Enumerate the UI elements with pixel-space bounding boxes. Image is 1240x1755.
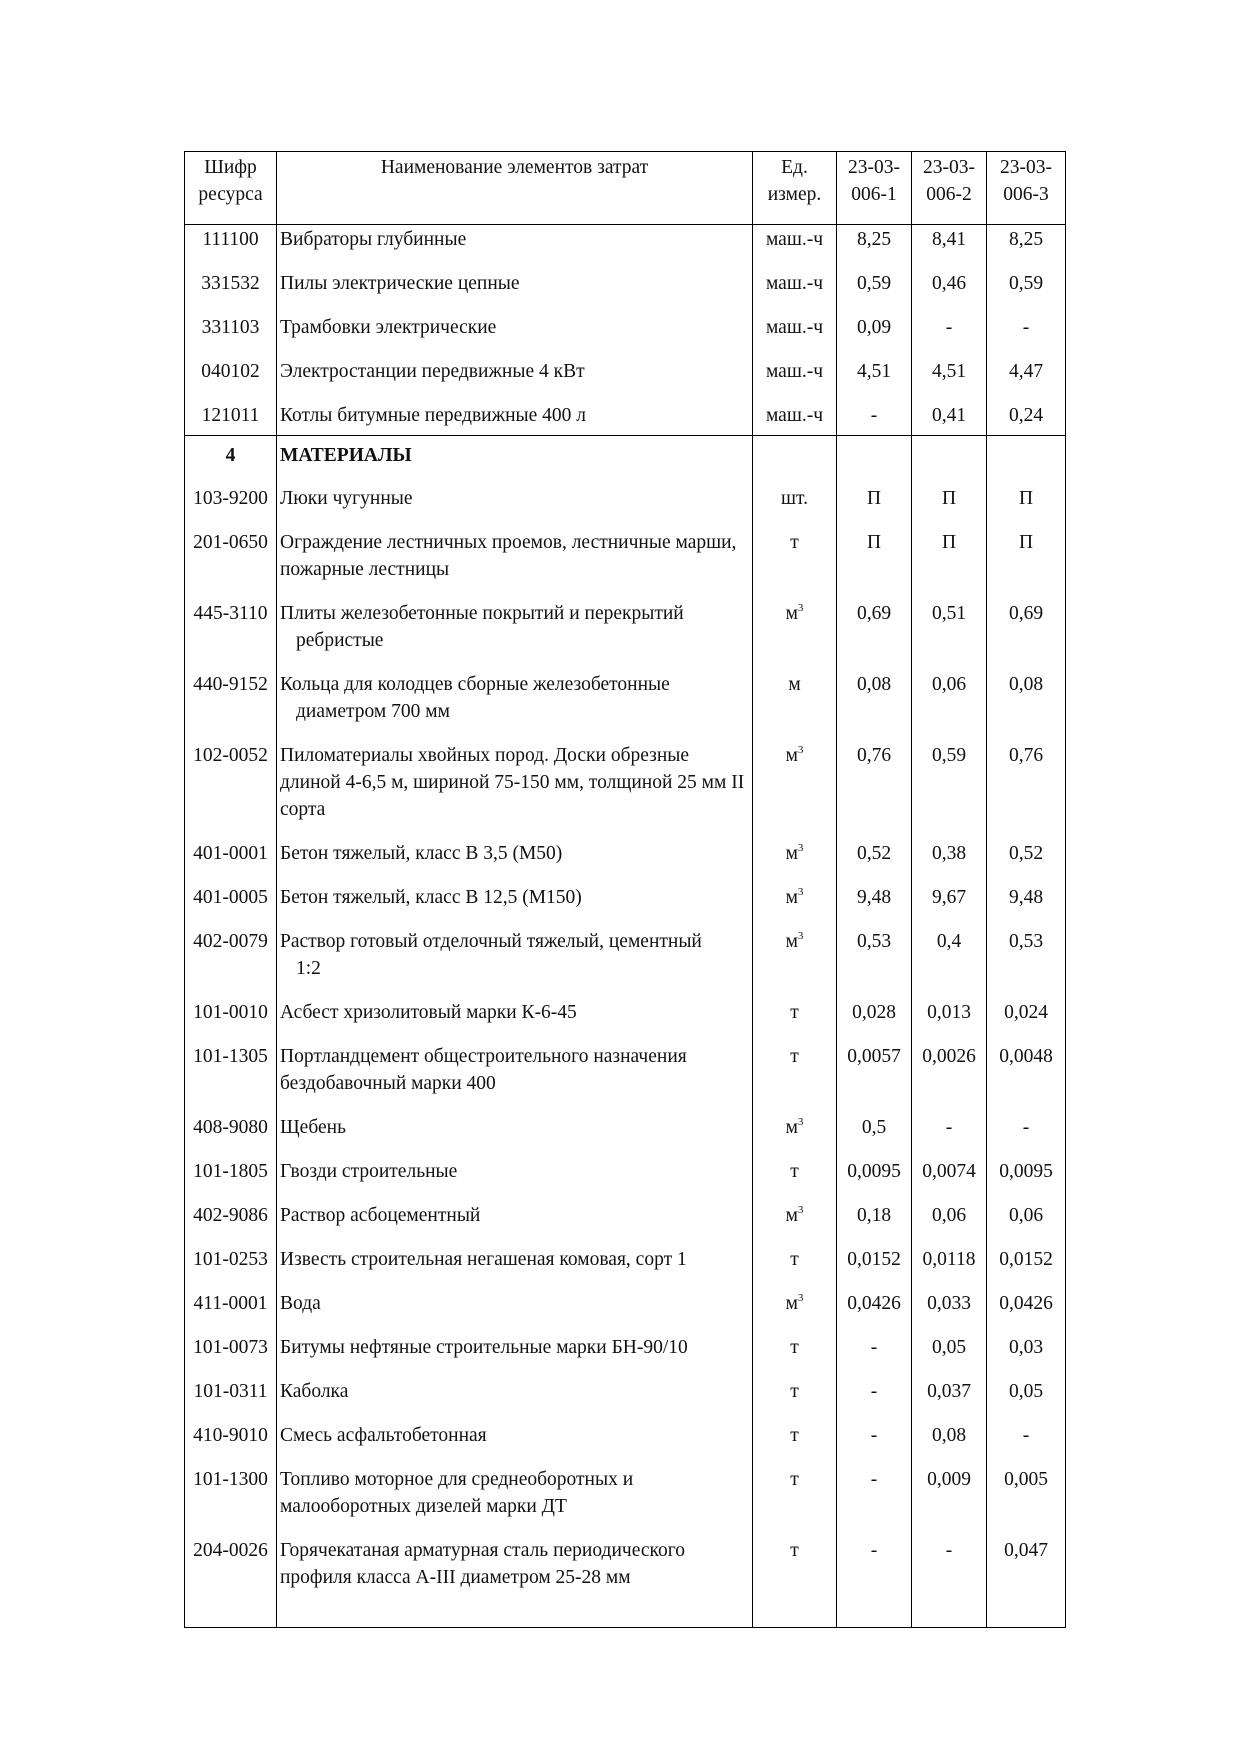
value-col1: - (837, 1378, 912, 1422)
value-col3: 0,0426 (987, 1290, 1066, 1334)
unit-text: м (785, 843, 798, 864)
resource-name-text: Смесь асфальтобетонная (280, 1425, 487, 1446)
value-col3: 0,06 (987, 1202, 1066, 1246)
unit-text: т (790, 1381, 799, 1402)
resource-code: 101-0073 (185, 1334, 277, 1378)
unit-text: м (785, 603, 798, 624)
value-col1: - (837, 1422, 912, 1466)
value-col2: 9,67 (912, 884, 987, 928)
value-col2: - (912, 1537, 987, 1628)
resource-code: 101-1805 (185, 1158, 277, 1202)
resource-code: 101-1305 (185, 1043, 277, 1114)
value-col3: 0,047 (987, 1537, 1066, 1628)
value-col1: 9,48 (837, 884, 912, 928)
table-row (185, 999, 1066, 1043)
resource-code: 102-0052 (185, 742, 277, 840)
value-col2: 0,037 (912, 1378, 987, 1422)
resource-name (277, 314, 753, 358)
resource-code: 111100 (185, 225, 277, 271)
table-row (185, 358, 1066, 402)
resource-name (277, 840, 753, 884)
unit-superscript: 3 (797, 1204, 804, 1216)
empty-cell (912, 436, 987, 486)
resource-name-text: Трамбовки электрические (280, 317, 497, 338)
resource-code: 121011 (185, 402, 277, 436)
resource-name (277, 1537, 753, 1628)
resource-code: 204-0026 (185, 1537, 277, 1628)
resource-name-text: Пилы электрические цепные (280, 273, 520, 294)
value-col2: 0,013 (912, 999, 987, 1043)
unit-cell (753, 1537, 837, 1628)
unit-cell (753, 358, 837, 402)
resource-name-text: Каболка (280, 1381, 349, 1402)
resource-code: 411-0001 (185, 1290, 277, 1334)
value-col2: 0,0026 (912, 1043, 987, 1114)
table-row (185, 485, 1066, 529)
value-col1: П (837, 485, 912, 529)
resource-name-text: Асбест хризолитовый марки К-6-45 (280, 1002, 577, 1023)
value-col2: П (912, 485, 987, 529)
resource-name-text: Вода (280, 1293, 321, 1314)
value-col3: 0,69 (987, 600, 1066, 671)
table-row (185, 1114, 1066, 1158)
value-col1: - (837, 1537, 912, 1628)
resource-name (277, 402, 753, 436)
value-col1: 0,08 (837, 671, 912, 742)
unit-cell (753, 999, 837, 1043)
value-col1: - (837, 1334, 912, 1378)
resource-name-text: Ограждение лестничных проемов, лестничные марши, пожарные лестницы (280, 532, 737, 580)
unit-text: т (790, 1161, 799, 1182)
resource-name (277, 600, 753, 671)
value-col3: 0,005 (987, 1466, 1066, 1537)
resource-name-text: Электростанции передвижные 4 кВт (280, 361, 585, 382)
value-col3: П (987, 485, 1066, 529)
resource-code: 101-0311 (185, 1378, 277, 1422)
value-col3: 0,03 (987, 1334, 1066, 1378)
unit-cell (753, 1202, 837, 1246)
resource-code: 201-0650 (185, 529, 277, 600)
table-row (185, 840, 1066, 884)
unit-cell (753, 1378, 837, 1422)
value-col1: 0,0152 (837, 1246, 912, 1290)
unit-text: т (790, 1540, 799, 1561)
value-col1: П (837, 529, 912, 600)
section-number: 4 (185, 436, 277, 486)
value-col2: 4,51 (912, 358, 987, 402)
table-body (185, 225, 1066, 1628)
unit-text: маш.-ч (765, 229, 824, 250)
value-col3: 0,0048 (987, 1043, 1066, 1114)
header-name: Наименование элементов затрат (277, 152, 753, 225)
unit-superscript: 3 (797, 930, 804, 942)
unit-cell (753, 1158, 837, 1202)
resource-code: 410-9010 (185, 1422, 277, 1466)
resource-name-text: Битумы нефтяные строительные марки БН-90/10 (280, 1337, 688, 1358)
value-col1: 0,59 (837, 270, 912, 314)
unit-cell (753, 928, 837, 999)
unit-cell (753, 884, 837, 928)
value-col1: 0,09 (837, 314, 912, 358)
table-row (185, 1202, 1066, 1246)
value-col3: - (987, 314, 1066, 358)
table-row (185, 1537, 1066, 1628)
value-col2: 0,0074 (912, 1158, 987, 1202)
unit-cell (753, 840, 837, 884)
header-col3: 23-03- 006-3 (987, 152, 1066, 225)
unit-cell (753, 1290, 837, 1334)
value-col1: 4,51 (837, 358, 912, 402)
unit-cell (753, 1114, 837, 1158)
resource-name (277, 1290, 753, 1334)
value-col3: 0,24 (987, 402, 1066, 436)
resource-name-text: Раствор асбоцементный (280, 1205, 481, 1226)
value-col2: 0,38 (912, 840, 987, 884)
resource-name (277, 1158, 753, 1202)
unit-cell (753, 1422, 837, 1466)
unit-cell (753, 1334, 837, 1378)
header-unit: Ед. измер. (753, 152, 837, 225)
value-col3: 0,05 (987, 1378, 1066, 1422)
resource-code: 402-0079 (185, 928, 277, 999)
table-row (185, 270, 1066, 314)
empty-cell (753, 436, 837, 486)
resource-name-text: Горячекатаная арматурная сталь периодического профиля класса А-III диаметром 25-28 мм (280, 1540, 685, 1588)
unit-cell (753, 600, 837, 671)
value-col1: 0,5 (837, 1114, 912, 1158)
unit-cell (753, 225, 837, 271)
unit-text: м (785, 745, 798, 766)
value-col2: 0,009 (912, 1466, 987, 1537)
unit-text: т (790, 1046, 799, 1067)
unit-text: маш.-ч (765, 273, 824, 294)
resource-name-text: Портландцемент общестроительного назначения бездобавочный марки 400 (280, 1046, 687, 1094)
resource-name-text: Щебень (280, 1117, 346, 1138)
value-col1: 0,69 (837, 600, 912, 671)
resource-name-text: Раствор готовый отделочный тяжелый, цементный (280, 931, 702, 952)
value-col1: 0,18 (837, 1202, 912, 1246)
unit-superscript: 3 (797, 602, 804, 614)
resource-name (277, 1114, 753, 1158)
resource-code: 440-9152 (185, 671, 277, 742)
unit-cell (753, 529, 837, 600)
resource-name (277, 529, 753, 600)
table-row (185, 600, 1066, 671)
resource-name (277, 225, 753, 271)
unit-text: м (785, 1293, 798, 1314)
resource-code: 445-3110 (185, 600, 277, 671)
value-col2: 8,41 (912, 225, 987, 271)
resource-name (277, 485, 753, 529)
resource-code: 103-9200 (185, 485, 277, 529)
value-col2: 0,41 (912, 402, 987, 436)
resource-name (277, 1466, 753, 1537)
value-col1: 8,25 (837, 225, 912, 271)
value-col2: 0,46 (912, 270, 987, 314)
value-col1: 0,0426 (837, 1290, 912, 1334)
table-row (185, 1334, 1066, 1378)
section-row (185, 436, 1066, 486)
resource-name (277, 671, 753, 742)
resource-name (277, 358, 753, 402)
resource-name-text: Гвозди строительные (280, 1161, 458, 1182)
value-col1: 0,76 (837, 742, 912, 840)
unit-text: маш.-ч (765, 317, 824, 338)
resource-name (277, 1422, 753, 1466)
unit-text: т (790, 1425, 799, 1446)
unit-text: маш.-ч (765, 405, 824, 426)
table-row (185, 1422, 1066, 1466)
resource-name-text: Плиты железобетонные покрытий и перекрытий (280, 603, 684, 624)
resource-name (277, 999, 753, 1043)
resource-name (277, 270, 753, 314)
resource-name-continuation: ребристые (296, 630, 384, 651)
resource-code: 331532 (185, 270, 277, 314)
value-col1: 0,53 (837, 928, 912, 999)
unit-text: т (790, 1002, 799, 1023)
value-col3: 0,0095 (987, 1158, 1066, 1202)
resource-code: 402-9086 (185, 1202, 277, 1246)
header-code: Шифр ресурса (185, 152, 277, 225)
resource-code: 401-0001 (185, 840, 277, 884)
unit-text: т (790, 532, 799, 553)
unit-text: м (785, 887, 798, 908)
value-col3: 9,48 (987, 884, 1066, 928)
table-row (185, 742, 1066, 840)
table-row (185, 1158, 1066, 1202)
resource-code: 331103 (185, 314, 277, 358)
value-col3: - (987, 1422, 1066, 1466)
unit-cell (753, 402, 837, 436)
unit-superscript: 3 (797, 1292, 804, 1304)
resource-name-text: Люки чугунные (280, 488, 413, 509)
table-header-row (185, 152, 1066, 225)
table-row (185, 928, 1066, 999)
resource-name-text: Кольца для колодцев сборные железобетонные (280, 674, 670, 695)
resource-name (277, 928, 753, 999)
value-col3: 0,76 (987, 742, 1066, 840)
unit-text: м (785, 1117, 798, 1138)
value-col3: П (987, 529, 1066, 600)
value-col2: 0,51 (912, 600, 987, 671)
resource-name (277, 1378, 753, 1422)
table-row (185, 1246, 1066, 1290)
unit-cell (753, 742, 837, 840)
value-col3: 0,08 (987, 671, 1066, 742)
value-col3: 0,52 (987, 840, 1066, 884)
value-col2: 0,0118 (912, 1246, 987, 1290)
header-col2: 23-03- 006-2 (912, 152, 987, 225)
unit-superscript: 3 (797, 1116, 804, 1128)
unit-text: м (788, 674, 801, 695)
value-col2: 0,4 (912, 928, 987, 999)
value-col1: - (837, 1466, 912, 1537)
value-col3: 8,25 (987, 225, 1066, 271)
resource-name-text: Пиломатериалы хвойных пород. Доски обрезные длиной 4-6,5 м, шириной 75-150 мм, толщиной 25 мм II сорта (280, 745, 745, 820)
value-col2: - (912, 314, 987, 358)
resource-name-text: Известь строительная негашеная комовая, сорт 1 (280, 1249, 687, 1270)
value-col2: 0,05 (912, 1334, 987, 1378)
table-row (185, 1290, 1066, 1334)
unit-cell (753, 671, 837, 742)
resource-code: 401-0005 (185, 884, 277, 928)
value-col1: 0,0095 (837, 1158, 912, 1202)
unit-cell (753, 270, 837, 314)
resource-code: 101-1300 (185, 1466, 277, 1537)
section-title: МАТЕРИАЛЫ (277, 436, 753, 486)
resource-name (277, 1246, 753, 1290)
value-col2: 0,06 (912, 671, 987, 742)
value-col3: - (987, 1114, 1066, 1158)
table-row (185, 1043, 1066, 1114)
unit-superscript: 3 (797, 842, 804, 854)
value-col2: - (912, 1114, 987, 1158)
empty-cell (837, 436, 912, 486)
unit-text: шт. (781, 488, 808, 509)
value-col2: 0,033 (912, 1290, 987, 1334)
resource-name-text: Бетон тяжелый, класс В 12,5 (М150) (280, 887, 582, 908)
value-col3: 0,59 (987, 270, 1066, 314)
resource-name-continuation: диаметром 700 мм (296, 701, 450, 722)
unit-superscript: 3 (797, 886, 804, 898)
value-col2: 0,59 (912, 742, 987, 840)
table-row (185, 314, 1066, 358)
resource-code: 408-9080 (185, 1114, 277, 1158)
value-col2: 0,08 (912, 1422, 987, 1466)
unit-text: м (785, 1205, 798, 1226)
resource-name-text: Вибраторы глубинные (280, 229, 467, 250)
unit-text: маш.-ч (765, 361, 824, 382)
unit-text: т (790, 1469, 799, 1490)
table-row (185, 671, 1066, 742)
resource-name (277, 884, 753, 928)
table-row (185, 402, 1066, 436)
value-col1: 0,52 (837, 840, 912, 884)
resource-table (184, 151, 1066, 1628)
value-col1: - (837, 402, 912, 436)
resource-name-text: Топливо моторное для среднеоборотных и малооборотных дизелей марки ДТ (280, 1469, 634, 1517)
unit-cell (753, 1043, 837, 1114)
resource-code: 101-0010 (185, 999, 277, 1043)
empty-cell (987, 436, 1066, 486)
value-col2: П (912, 529, 987, 600)
value-col3: 0,0152 (987, 1246, 1066, 1290)
unit-cell (753, 1466, 837, 1537)
resource-name-text: Котлы битумные передвижные 400 л (280, 405, 586, 426)
unit-text: м (785, 931, 798, 952)
header-col1: 23-03- 006-1 (837, 152, 912, 225)
value-col2: 0,06 (912, 1202, 987, 1246)
table-row (185, 1378, 1066, 1422)
table-row (185, 225, 1066, 271)
resource-name-continuation: 1:2 (296, 958, 321, 979)
unit-cell (753, 1246, 837, 1290)
unit-text: т (790, 1249, 799, 1270)
resource-code: 101-0253 (185, 1246, 277, 1290)
table-row (185, 884, 1066, 928)
unit-cell (753, 485, 837, 529)
table-row (185, 1466, 1066, 1537)
resource-code: 040102 (185, 358, 277, 402)
value-col3: 0,024 (987, 999, 1066, 1043)
value-col1: 0,028 (837, 999, 912, 1043)
resource-name (277, 1202, 753, 1246)
resource-name (277, 1334, 753, 1378)
resource-name-text: Бетон тяжелый, класс В 3,5 (М50) (280, 843, 563, 864)
value-col3: 4,47 (987, 358, 1066, 402)
resource-name (277, 742, 753, 840)
value-col3: 0,53 (987, 928, 1066, 999)
table-row (185, 529, 1066, 600)
value-col1: 0,0057 (837, 1043, 912, 1114)
resource-name (277, 1043, 753, 1114)
unit-text: т (790, 1337, 799, 1358)
unit-cell (753, 314, 837, 358)
unit-superscript: 3 (797, 744, 804, 756)
